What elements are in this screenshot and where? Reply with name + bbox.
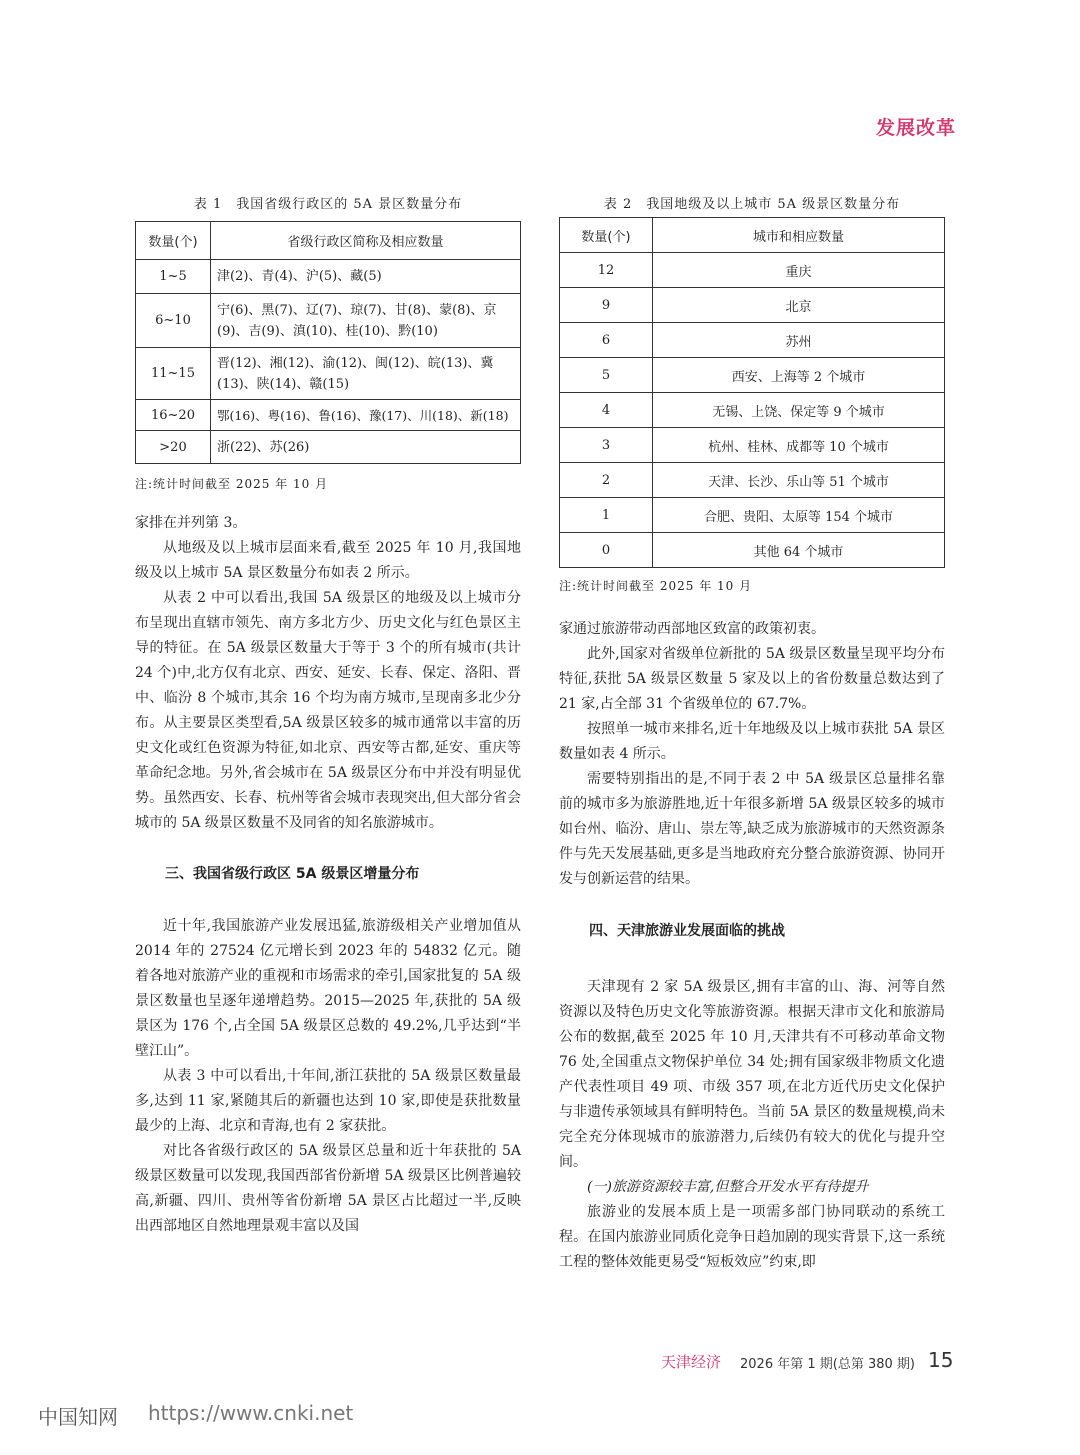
- table-row: [136, 400, 521, 431]
- table2-cities: 无锡、上饶、保定等 9 个城市: [653, 393, 945, 428]
- table-row: [560, 498, 945, 533]
- table1-range: 6~10: [136, 294, 211, 348]
- table-row: [136, 260, 521, 294]
- table2-count: 9: [560, 288, 653, 323]
- table2-cities: 杭州、桂林、成都等 10 个城市: [653, 428, 945, 463]
- subheading: (一)旅游资源较丰富,但整合开发水平有待提升: [587, 1179, 869, 1195]
- table2-cities: 合肥、贵阳、太原等 154 个城市: [653, 498, 945, 533]
- table2-cities: 北京: [653, 288, 945, 323]
- table2-cities: 天津、长沙、乐山等 51 个城市: [653, 463, 945, 498]
- table2: [559, 217, 945, 568]
- table1-items: 鄂(16)、粤(16)、鲁(16)、豫(17)、川(18)、新(18): [211, 400, 521, 431]
- table2-col1-header: 数量(个): [560, 218, 653, 253]
- table-row: [560, 323, 945, 358]
- table1-range: 11~15: [136, 348, 211, 400]
- table2-count: 2: [560, 463, 653, 498]
- page-number: 15: [928, 1348, 954, 1372]
- paragraph: 此外,国家对省级单位新批的 5A 级景区数量呈现平均分布特征,获批 5A 级景区数量 5 家及以上的省份数量总数达到了 21 家,占全部 31 个省级单位的 67.7%。: [559, 646, 945, 712]
- cnki-url[interactable]: https://www.cnki.net: [148, 1401, 354, 1425]
- paragraph: 从表 2 中可以看出,我国 5A 级景区的地级及以上城市分布呈现出直辖市领先、南方多北方少、历史文化与红色景区主导的特征。在 5A 级景区数量大于等于 3 个的所有城市(共计 24 个)中,北方仅有北京、西安、延安、长春、保定、洛阳、晋中、临汾 8 个城市,其余 16 个均为南方城市,呈现南多北少分布。从主要景区类型看,5A 级景区较多的城市通常以丰富的历史文化或红色资源为特征,如北京、西安等古都,延安、重庆等革命纪念地。另外,省会城市在 5A 级景区分布中并没有明显优势。虽然西安、长春、杭州等省会城市表现突出,但大部分省会城市的 5A 级景区数量不及同省的知名旅游城市。: [135, 590, 521, 831]
- table-row: [560, 463, 945, 498]
- table1-col2-header: 省级行政区简称及相应数量: [211, 222, 521, 260]
- table1-caption: 表 1 我国省级行政区的 5A 景区数量分布: [193, 197, 463, 212]
- table1-note: 注:统计时间截至 2025 年 10 月: [135, 477, 329, 491]
- table2-caption: 表 2 我国地级及以上城市 5A 级景区数量分布: [603, 197, 901, 212]
- paragraph: 从表 3 中可以看出,十年间,浙江获批的 5A 级景区数量最多,达到 11 家,紧随其后的新疆也达到 10 家,即使是获批数量最少的上海、北京和青海,也有 2 家获批。: [135, 1068, 521, 1134]
- table-row: [560, 533, 945, 568]
- table-row: [560, 253, 945, 288]
- table1: [135, 221, 521, 464]
- table1-range: 16~20: [136, 400, 211, 431]
- table1-items: 津(2)、青(4)、沪(5)、藏(5): [211, 260, 521, 294]
- paragraph: 从地级及以上城市层面来看,截至 2025 年 10 月,我国地级及以上城市 5A 景区数量分布如表 2 所示。: [135, 540, 521, 581]
- table2-col2-header: 城市和相应数量: [653, 218, 945, 253]
- table2-count: 3: [560, 428, 653, 463]
- paragraph: 家通过旅游带动西部地区致富的政策初衷。: [559, 621, 825, 637]
- footer-issue: 2026 年第 1 期(总第 380 期): [740, 1357, 915, 1372]
- paragraph: 按照单一城市来排名,近十年地级及以上城市获批 5A 景区数量如表 4 所示。: [559, 721, 945, 762]
- table-row: [136, 348, 521, 400]
- table-row: [136, 294, 521, 348]
- table1-range: >20: [136, 431, 211, 464]
- table1-items: 宁(6)、黑(7)、辽(7)、琼(7)、甘(8)、蒙(8)、京(9)、吉(9)、滇(10)、桂(10)、黔(10): [211, 294, 521, 348]
- table2-count: 0: [560, 533, 653, 568]
- section-heading-3: 三、我国省级行政区 5A 级景区增量分布: [165, 866, 420, 882]
- paragraph: 对比各省级行政区的 5A 级景区总量和近十年获批的 5A 级景区数量可以发现,我国西部省份新增 5A 级景区比例普遍较高,新疆、四川、贵州等省份新增 5A 景区占比超过一半,反映出西部地区自然地理景观丰富以及国: [135, 1143, 521, 1234]
- table2-count: 4: [560, 393, 653, 428]
- left-column: [135, 511, 521, 1239]
- table-row: [560, 358, 945, 393]
- table2-count: 5: [560, 358, 653, 393]
- table2-count: 1: [560, 498, 653, 533]
- right-column: [559, 617, 945, 1275]
- table2-count: 6: [560, 323, 653, 358]
- footer-journal-name: 天津经济: [661, 1353, 722, 1371]
- table2-note: 注:统计时间截至 2025 年 10 月: [559, 579, 753, 593]
- table-row: [560, 288, 945, 323]
- table2-cities: 苏州: [653, 323, 945, 358]
- paragraph: 需要特别指出的是,不同于表 2 中 5A 级景区总量排名靠前的城市多为旅游胜地,近十年很多新增 5A 级景区较多的城市如台州、临汾、唐山、崇左等,缺乏成为旅游城市的天然资源条件与先天发展基础,更多是当地政府充分整合旅游资源、协同开发与创新运营的结果。: [559, 771, 945, 887]
- table2-cities: 重庆: [653, 253, 945, 288]
- table1-items: 晋(12)、湘(12)、渝(12)、闽(12)、皖(13)、冀(13)、陕(14)、赣(15): [211, 348, 521, 400]
- table1-items: 浙(22)、苏(26): [211, 431, 521, 464]
- section-heading-4: 四、天津旅游业发展面临的挑战: [589, 923, 785, 939]
- table-row: [136, 431, 521, 464]
- table1-col1-header: 数量(个): [136, 222, 211, 260]
- table-row: [560, 393, 945, 428]
- paragraph: 近十年,我国旅游产业发展迅猛,旅游级相关产业增加值从 2014 年的 27524 亿元增长到 2023 年的 54832 亿元。随着各地对旅游产业的重视和市场需求的牵引,国家批复的 5A 级景区数量也呈逐年递增趋势。2015—2025 年,获批的 5A 级景区为 176 个,占全国 5A 级景区总数的 49.2%,几乎达到“半壁江山”。: [135, 918, 521, 1059]
- paragraph: 天津现有 2 家 5A 级景区,拥有丰富的山、海、河等自然资源以及特色历史文化等旅游资源。根据天津市文化和旅游局公布的数据,截至 2025 年 10 月,天津共有不可移动革命文物 76 处,全国重点文物保护单位 34 处;拥有国家级非物质文化遗产代表性项目 49 项、市级 357 项,在北方近代历史文化保护与非遗传承领域具有鲜明特色。当前 5A 景区的数量规模,尚未完全充分体现城市的旅游潜力,后续仍有较大的优化与提升空间。: [559, 979, 945, 1170]
- cnki-watermark: 中国知网: [38, 1405, 118, 1429]
- paragraph: 家排在并列第 3。: [135, 515, 247, 531]
- table2-cities: 其他 64 个城市: [653, 533, 945, 568]
- table2-cities: 西安、上海等 2 个城市: [653, 358, 945, 393]
- section-tag: 发展改革: [876, 117, 957, 139]
- table2-count: 12: [560, 253, 653, 288]
- paragraph: 旅游业的发展本质上是一项需多部门协同联动的系统工程。在国内旅游业同质化竞争日趋加剧的现实背景下,这一系统工程的整体效能更易受“短板效应”约束,即: [559, 1204, 945, 1270]
- table-row: [560, 428, 945, 463]
- table1-range: 1~5: [136, 260, 211, 294]
